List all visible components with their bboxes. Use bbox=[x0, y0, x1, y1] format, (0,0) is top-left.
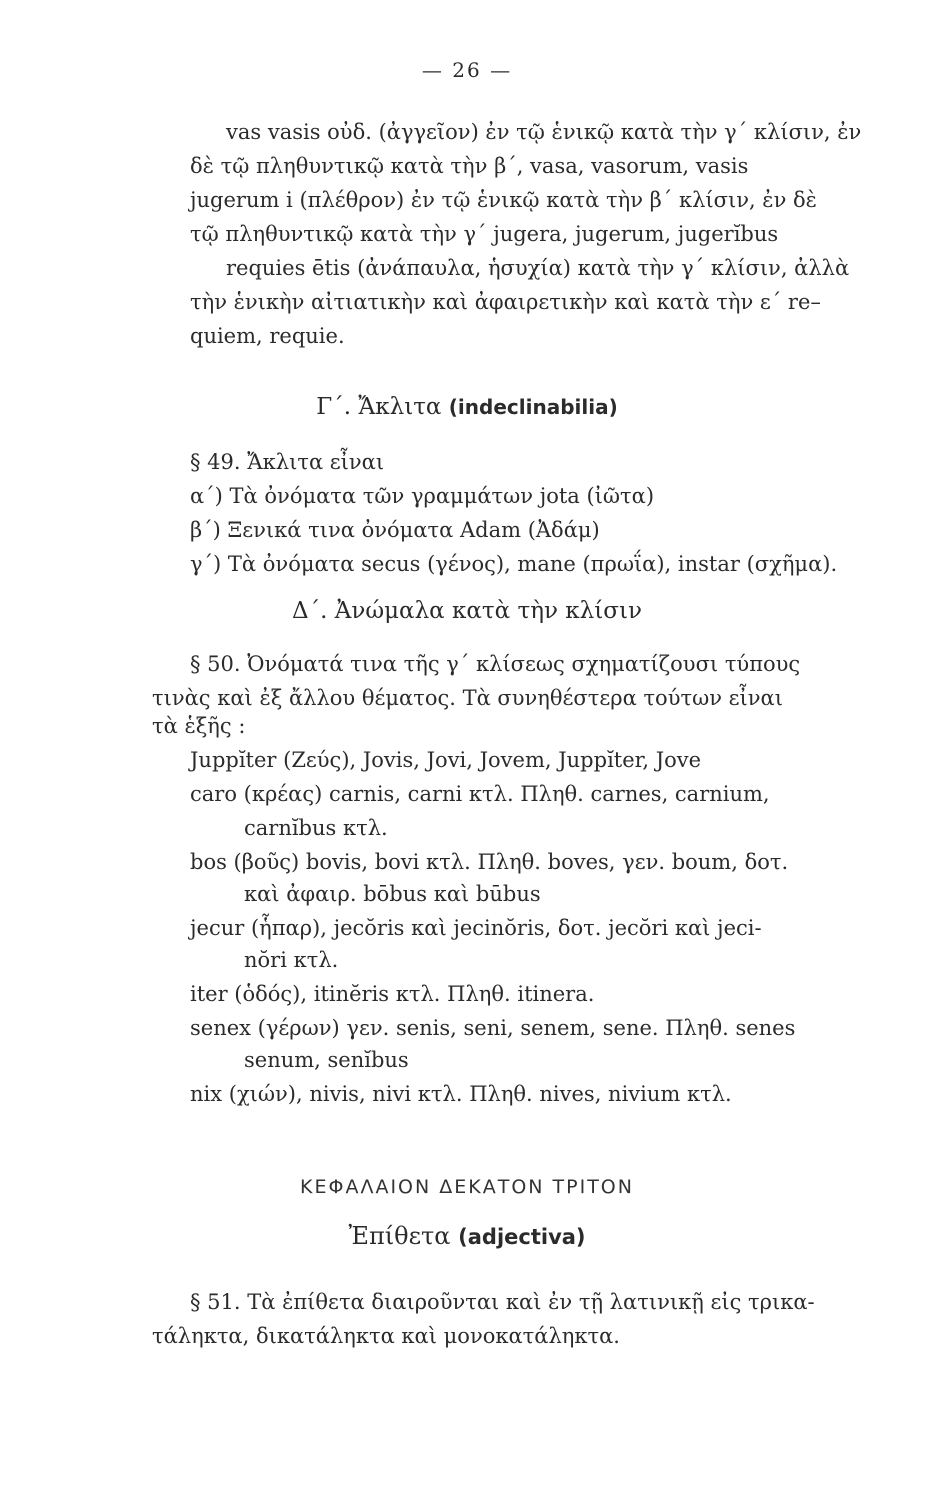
page-number: — 26 — bbox=[421, 58, 513, 82]
list-item: caro (κρέας) carnis, carni κτλ. Πληθ. carnes, carnium, bbox=[190, 782, 770, 806]
list-item: iter (ὁδός), itinĕris κτλ. Πληθ. itinera. bbox=[190, 982, 595, 1006]
subsection-heading bbox=[0, 392, 934, 422]
text-line: vas vasis οὐδ. (ἀγγεῖον) ἐν τῷ ἑνικῷ κατὰ τὴν γ΄ κλίσιν, ἐν bbox=[226, 120, 862, 144]
text-line: τὴν ἑνικὴν αἰτιατικὴν καὶ ἀφαιρετικὴν καὶ κατὰ τὴν ε΄ re– bbox=[190, 290, 821, 314]
paragraph-line: § 50. Ὀνόματά τινα τῆς γ΄ κλίσεως σχηματίζουσι τύπους bbox=[190, 652, 801, 676]
text-line: δὲ τῷ πληθυντικῷ κατὰ τὴν β΄, vasa, vasorum, vasis bbox=[190, 154, 749, 178]
list-item: β΄) Ξενικά τινα ὀνόματα Adam (Ἀδάμ) bbox=[190, 518, 600, 542]
text-line: quiem, requie. bbox=[190, 324, 345, 348]
heading-greek: Γ΄. Ἄκλιτα bbox=[316, 394, 442, 420]
subsection-heading-irregular: Δ΄. Ἀνώμαλα κατὰ τὴν κλίσιν bbox=[292, 598, 642, 624]
paragraph-line: § 49. Ἄκλιτα εἶναι bbox=[190, 450, 385, 474]
list-item: senex (γέρων) γεν. senis, seni, senem, sene. Πληθ. senes bbox=[190, 1016, 796, 1040]
list-item: nix (χιών), nivis, nivi κτλ. Πληθ. nives, nivium κτλ. bbox=[190, 1082, 732, 1106]
heading-latin: (indeclinabilia) bbox=[448, 395, 618, 419]
paragraph-line: τὰ ἑξῆς : bbox=[152, 714, 246, 738]
section-heading-latin: (adjectiva) bbox=[458, 1225, 586, 1249]
list-item: α΄) Τὰ ὀνόματα τῶν γραμμάτων jota (ἰῶτα) bbox=[190, 484, 655, 508]
text-line: jugerum i (πλέθρον) ἐν τῷ ἑνικῷ κατὰ τὴν β΄ κλίσιν, ἐν δὲ bbox=[190, 188, 817, 212]
section-heading bbox=[0, 1222, 934, 1250]
list-item-continuation: nŏri κτλ. bbox=[244, 948, 339, 972]
list-item-continuation: senum, senĭbus bbox=[244, 1048, 409, 1072]
paragraph-line: § 51. Τὰ ἐπίθετα διαιροῦνται καὶ ἐν τῇ λατινικῇ εἰς τρικα- bbox=[190, 1290, 815, 1314]
list-item-continuation: carnĭbus κτλ. bbox=[244, 816, 388, 840]
paragraph-line: τάληκτα, δικατάληκτα καὶ μονοκατάληκτα. bbox=[152, 1324, 620, 1348]
list-item-continuation: καὶ ἀφαιρ. bōbus καὶ būbus bbox=[244, 882, 541, 906]
paragraph-line: τινὰς καὶ ἐξ ἄλλου θέματος. Τὰ συνηθέστερα τούτων εἶναι bbox=[152, 686, 783, 710]
list-item: bos (βοῦς) bovis, bovi κτλ. Πληθ. boves, γεν. boum, δοτ. bbox=[190, 850, 789, 874]
list-item: jecur (ἧπαρ), jecŏris καὶ jecinŏris, δοτ. jecŏri καὶ jeci- bbox=[190, 916, 762, 940]
text-line: τῷ πληθυντικῷ κατὰ τὴν γ΄ jugera, jugerum, jugerĭbus bbox=[190, 222, 779, 246]
list-item: γ΄) Τὰ ὀνόματα secus (γένος), mane (πρωΐα), instar (σχῆμα). bbox=[190, 552, 838, 576]
list-item: Juppĭter (Ζεύς), Jovis, Jovi, Jovem, Juppĭter, Jove bbox=[190, 748, 702, 772]
chapter-heading: ΚΕΦΑΛΑΙΟΝ ΔΕΚΑΤΟΝ ΤΡΙΤΟΝ bbox=[300, 1176, 634, 1198]
section-heading-greek: Ἐπίθετα bbox=[348, 1222, 451, 1250]
text-line: requies ētis (ἀνάπαυλα, ἡσυχία) κατὰ τὴν γ΄ κλίσιν, ἀλλὰ bbox=[226, 256, 850, 280]
